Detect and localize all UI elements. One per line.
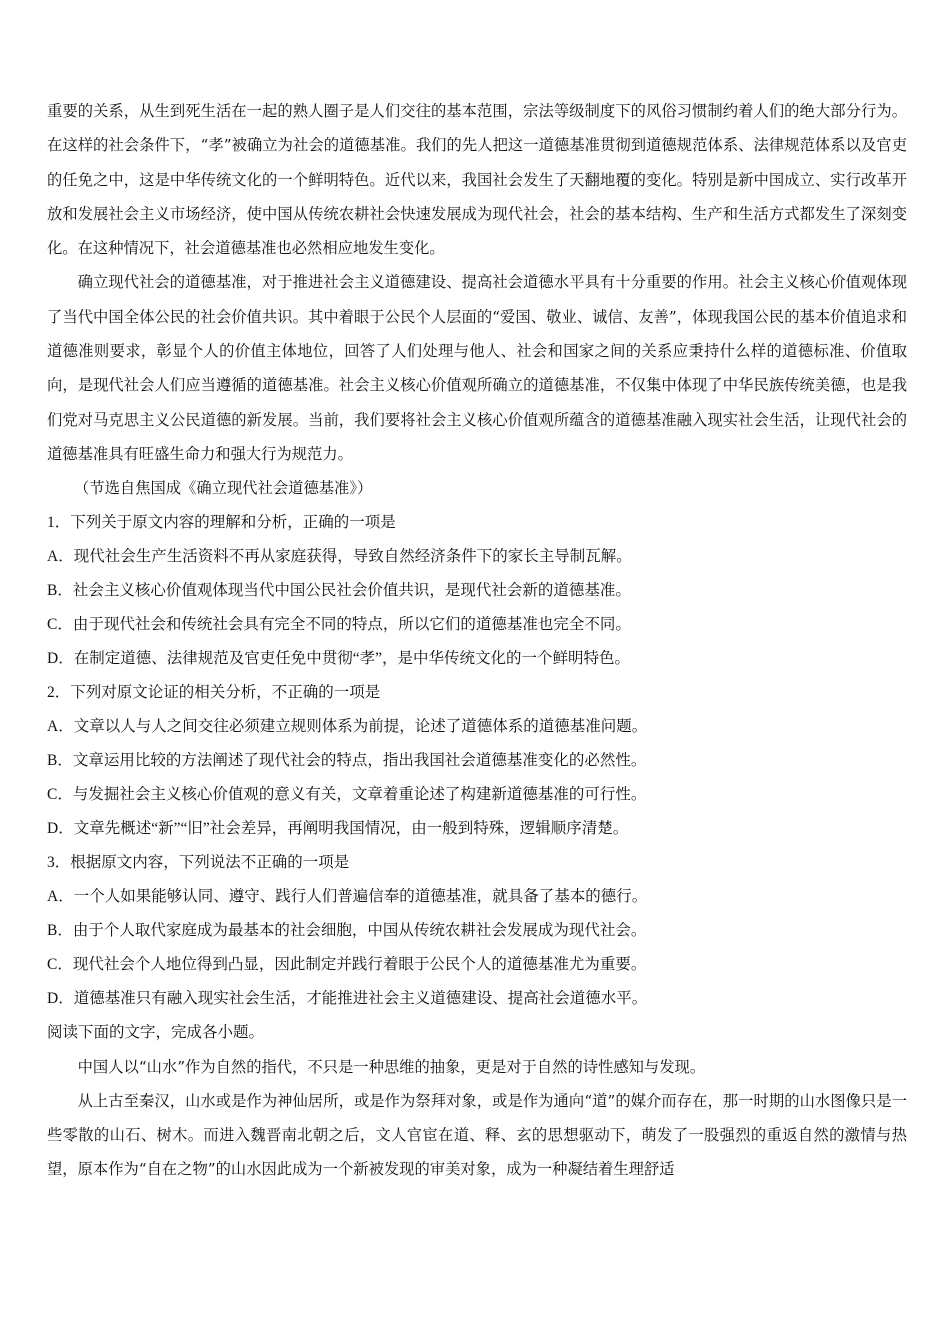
question-2-stem: 2．下列对原文论证的相关分析，不正确的一项是 — [47, 683, 381, 701]
question-1-option-c: C．由于现代社会和传统社会具有完全不同的特点，所以它们的道德基准也完全不同。 — [47, 615, 631, 633]
passage1-paragraph-2: 确立现代社会的道德基准，对于推进社会主义道德建设、提高社会道德水平具有十分重要的作用。社会主义核心价值观体现了当代中国全体公民的社会价值共识。其中着眼于公民个人层面的“爱国、敬业、诚信、友善”，体现我国公民的基本价值追求和道德准则要求，彰显个人的价值主体地位，回答了人们处理与他人、社会和国家之间的关系应秉持什么样的道德标准、价值取向，是现代社会人们应当遵循的道德基准。社会主义核心价值观所确立的道德基准，不仅集中体现了中华民族传统美德，也是我们党对马克思主义公民道德的新发展。当前，我们要将社会主义核心价值观所蕴含的道德基准融入现实社会生活，让现代社会的道德基准具有旺盛生命力和强大行为规范力。 — [47, 273, 907, 463]
question-2-option-a: A．文章以人与人之间交往必须建立规则体系为前提，论述了道德体系的道德基准问题。 — [47, 717, 648, 735]
question-2-option-c: C．与发掘社会主义核心价值观的意义有关，文章着重论述了构建新道德基准的可行性。 — [47, 785, 647, 803]
question-3-option-d: D．道德基准只有融入现实社会生活，才能推进社会主义道德建设、提高社会道德水平。 — [47, 989, 648, 1007]
passage2-paragraph-1: 中国人以“山水”作为自然的指代，不只是一种思维的抽象，更是对于自然的诗性感知与发现。 — [77, 1057, 706, 1076]
question-3-option-a: A．一个人如果能够认同、遵守、践行人们普遍信奉的道德基准，就具备了基本的德行。 — [47, 887, 648, 905]
question-1-option-a: A．现代社会生产生活资料不再从家庭获得，导致自然经济条件下的家长主导制瓦解。 — [47, 547, 632, 565]
question-1-option-b: B．社会主义核心价值观体现当代中国公民社会价值共识，是现代社会新的道德基准。 — [47, 581, 631, 599]
question-1-option-d: D．在制定道德、法律规范及官吏任免中贯彻“孝”，是中华传统文化的一个鲜明特色。 — [47, 649, 630, 667]
question-3-stem: 3．根据原文内容，下列说法不正确的一项是 — [47, 853, 350, 871]
question-3-option-b: B．由于个人取代家庭成为最基本的社会细胞，中国从传统农耕社会发展成为现代社会。 — [47, 921, 647, 939]
question-1 — [47, 506, 907, 676]
reading-instruction: 阅读下面的文字，完成各小题。 — [47, 1023, 265, 1041]
passage2-paragraph-2: 从上古至秦汉，山水或是作为神仙居所，或是作为祭拜对象，或是作为通向“道”的媒介而存在，那一时期的山水图像只是一些零散的山石、树木。而进入魏晋南北朝之后，文人官宦在道、释、玄的思想驱动下，萌发了一股强烈的重返自然的激情与热望，原本作为“自在之物”的山水因此成为一个新被发现的审美对象，成为一种凝结着生理舒适 — [47, 1091, 907, 1179]
passage1-paragraph-1: 重要的关系，从生到死生活在一起的熟人圈子是人们交往的基本范围，宗法等级制度下的风俗习惯制约着人们的绝大部分行为。在这样的社会条件下，“孝”被确立为社会的道德基准。我们的先人把这一道德基准贯彻到道德规范体系、法律规范体系以及官吏的任免之中，这是中华传统文化的一个鲜明特色。近代以来，我国社会发生了天翻地覆的变化。特别是新中国成立、实行改革开放和发展社会主义市场经济，使中国从传统农耕社会快速发展成为现代社会，社会的基本结构、生产和生活方式都发生了深刻变化。在这种情况下，社会道德基准也必然相应地发生变化。 — [47, 102, 907, 258]
question-2-option-b: B．文章运用比较的方法阐述了现代社会的特点，指出我国社会道德基准变化的必然性。 — [47, 751, 647, 769]
exam-page — [47, 94, 907, 1187]
passage1-source: （节选自焦国成《确立现代社会道德基准》） — [74, 479, 373, 498]
question-2 — [47, 676, 907, 846]
question-3-option-c: C．现代社会个人地位得到凸显，因此制定并践行着眼于公民个人的道德基准尤为重要。 — [47, 955, 647, 973]
question-2-option-d: D．文章先概述“新”“旧”社会差异，再阐明我国情况，由一般到特殊，逻辑顺序清楚。 — [47, 819, 629, 837]
question-3 — [47, 846, 907, 1016]
question-1-stem: 1．下列关于原文内容的理解和分析，正确的一项是 — [47, 513, 396, 531]
